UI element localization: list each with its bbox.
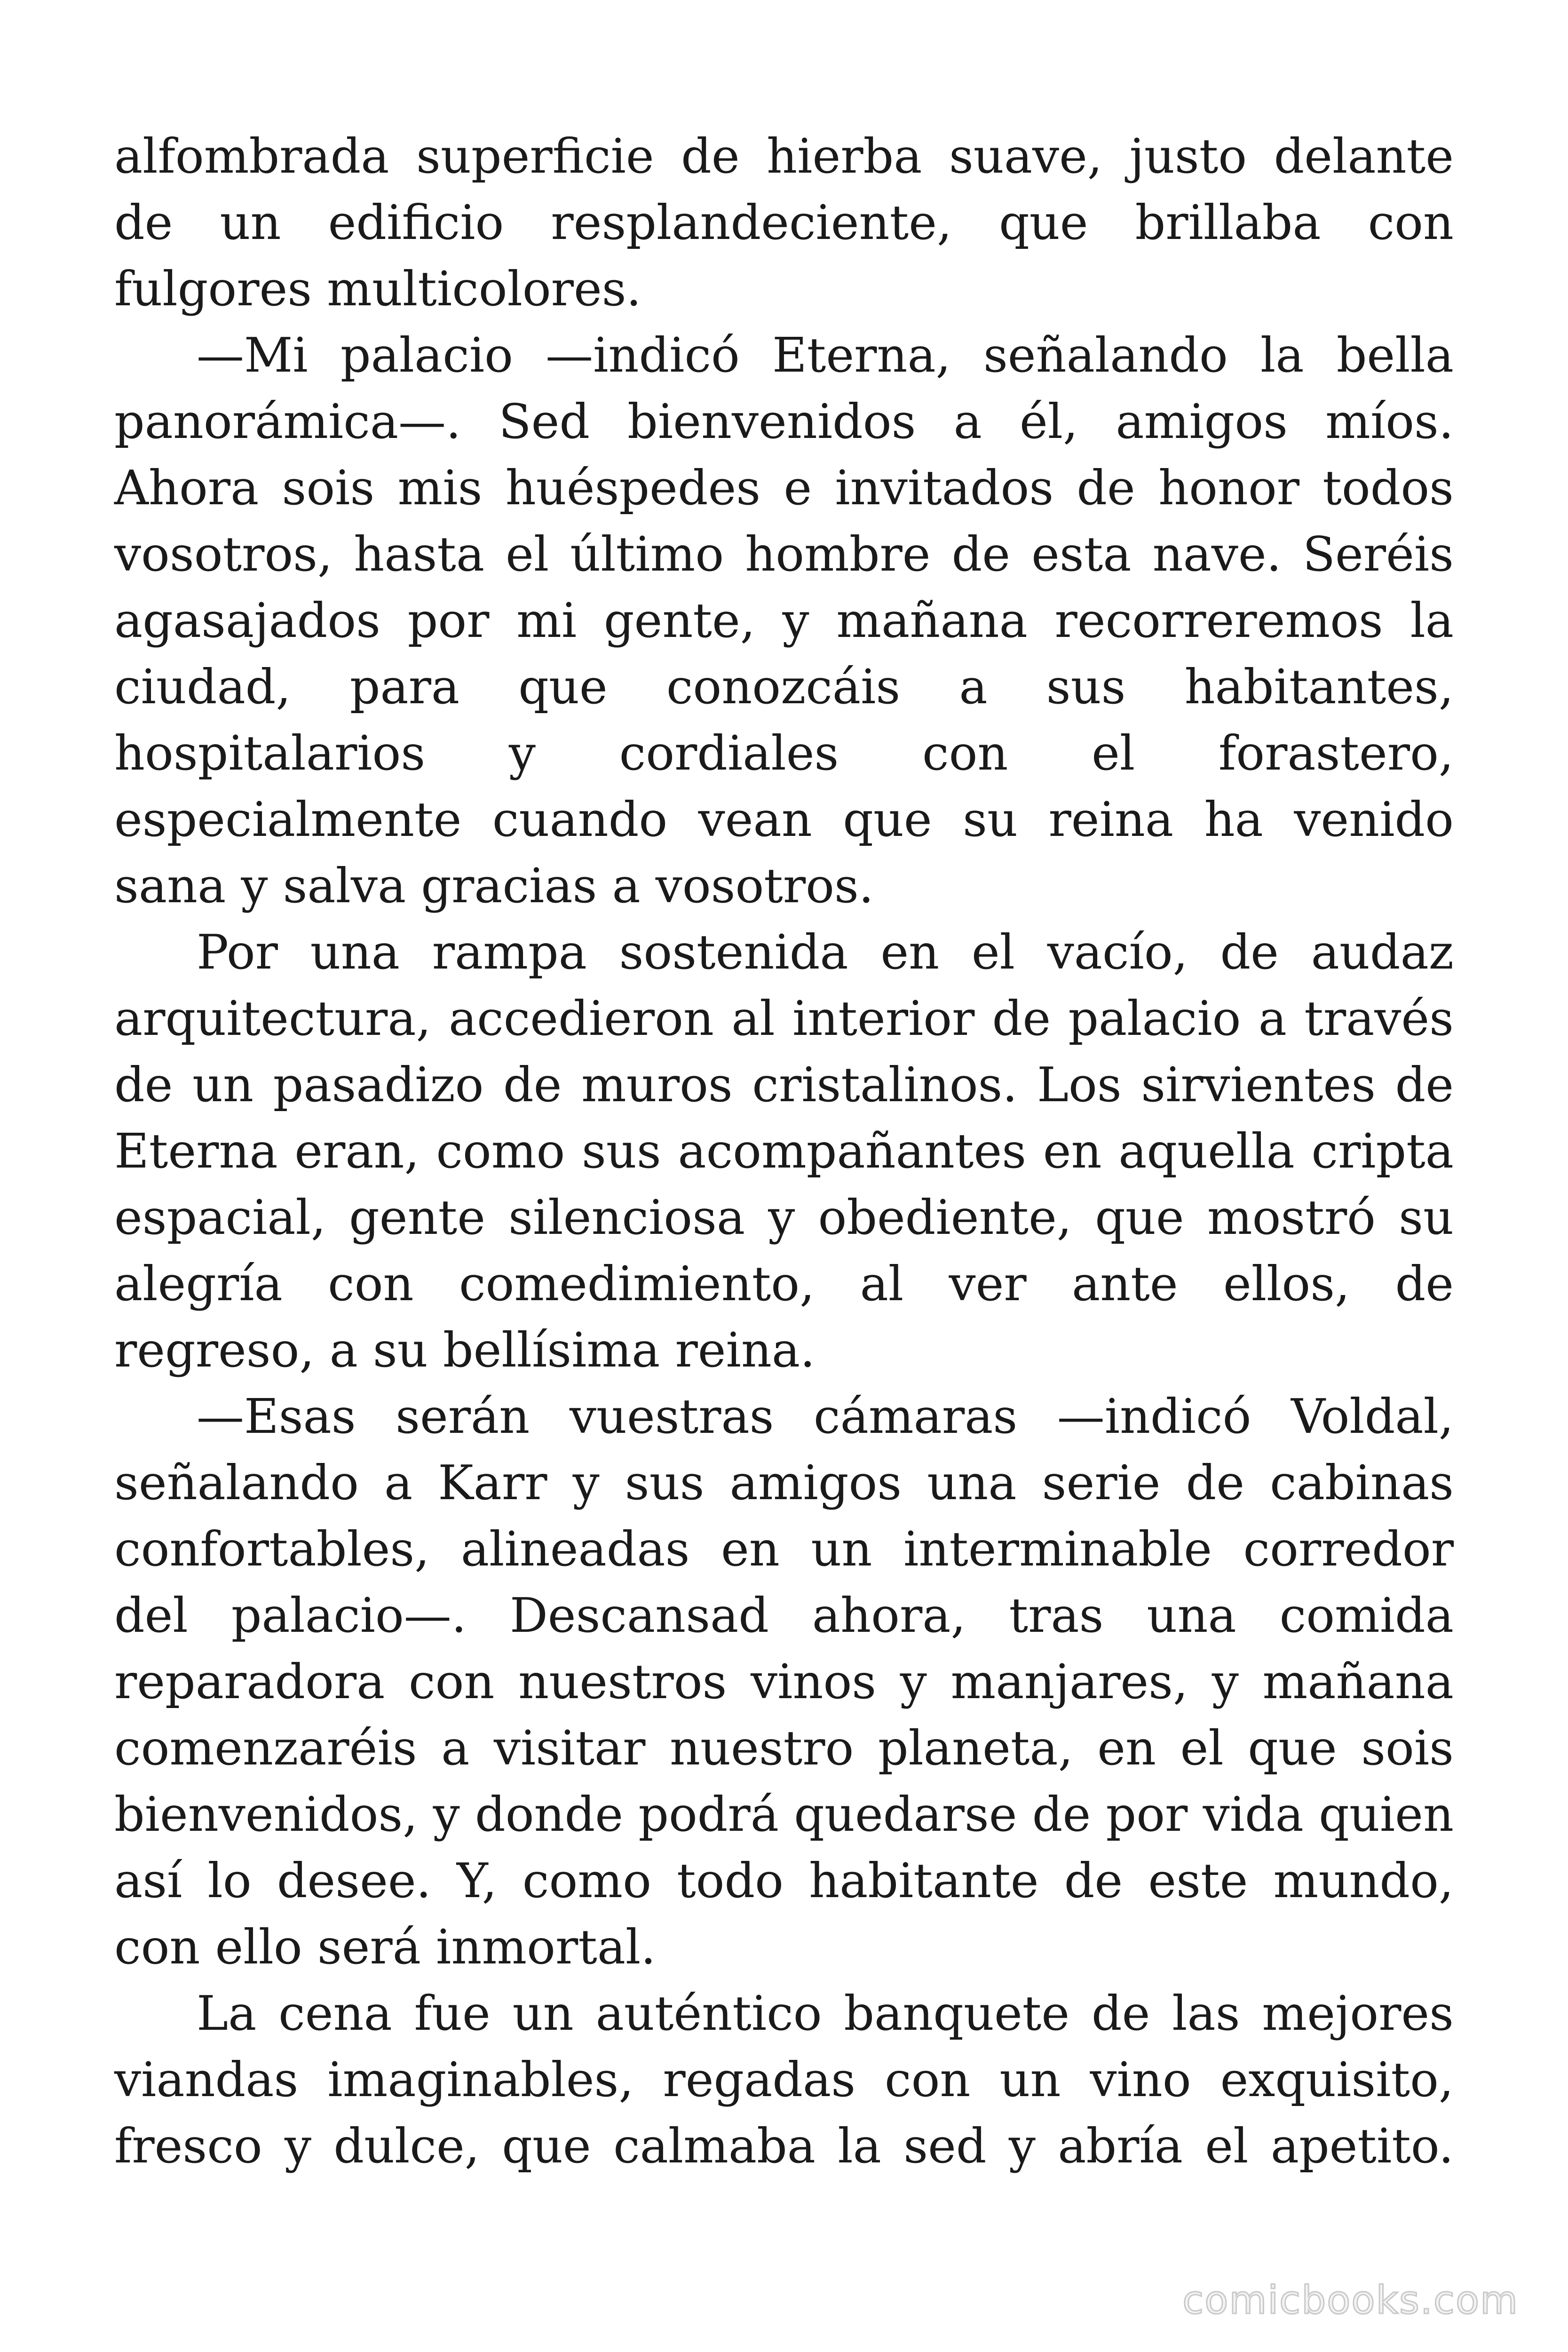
body-text xyxy=(114,123,1454,2179)
watermark: comicbooks.com xyxy=(1182,2278,1519,2323)
paragraph: —Esas serán vuestras cámaras —indicó Voldal, señalando a Karr y sus amigos una serie de cabinas confortables, alineadas en un interminable corredor del palacio—. Descansad ahora, tras una comida reparadora con nuestros vinos y manjares, y mañana comenzaréis a visitar nuestro planeta, en el que sois bienvenidos, y donde podrá quedarse de por vida quien así lo desee. Y, como todo habitante de este mundo, con ello será inmortal. xyxy=(114,1389,1454,1975)
paragraph: La cena fue un auténtico banquete de las mejores viandas imaginables, regadas con un vino exquisito, fresco y dulce, que calmaba la sed y abría el apetito. xyxy=(114,1986,1454,2174)
paragraph: alfombrada superficie de hierba suave, justo delante de un edificio resplandeciente, que brillaba con fulgores multicolores. xyxy=(114,128,1454,317)
paragraph: —Mi palacio —indicó Eterna, señalando la bella panorámica—. Sed bienvenidos a él, amigos míos. Ahora sois mis huéspedes e invitados de honor todos vosotros, hasta el último hombre de esta nave. Seréis agasajados por mi gente, y mañana recorreremos la ciudad, para que conozcáis a sus habitantes, hospitalarios y cordiales con el forastero, especialmente cuando vean que su reina ha venido sana y salva gracias a vosotros. xyxy=(114,327,1454,914)
paragraph: Por una rampa sostenida en el vacío, de audaz arquitectura, accedieron al interior de palacio a través de un pasadizo de muros cristalinos. Los sirvientes de Eterna eran, como sus acompañantes en aquella cripta espacial, gente silenciosa y obediente, que mostró su alegría con comedimiento, al ver ante ellos, de regreso, a su bellísima reina. xyxy=(114,924,1454,1378)
